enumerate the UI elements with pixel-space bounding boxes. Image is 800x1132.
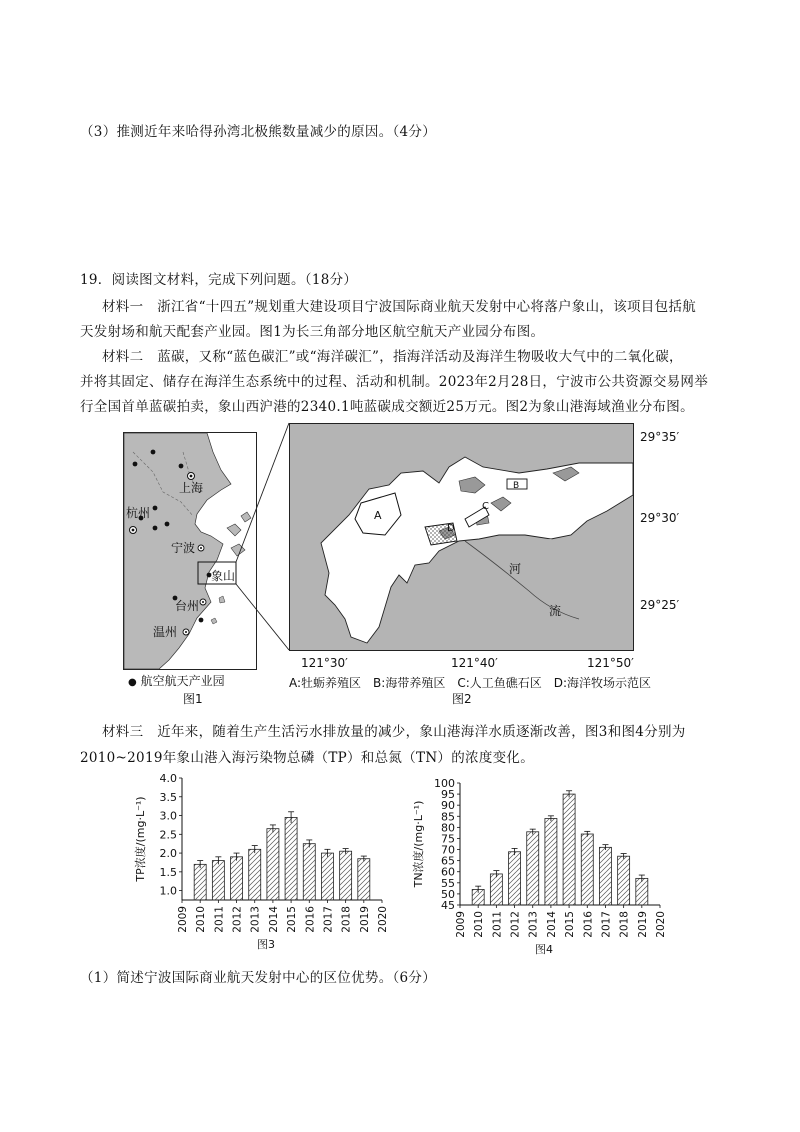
x-tick-label: 2020	[377, 906, 389, 933]
bar	[545, 818, 557, 905]
y-tick-label: 4.0	[159, 772, 177, 785]
x-tick-label: 2009	[455, 911, 467, 938]
y-axis-label: TN浓度/(mg·L⁻¹)	[412, 800, 425, 888]
y-axis-label: TP浓度/(mg·L⁻¹)	[134, 796, 147, 882]
y-tick-label: 50	[441, 887, 455, 901]
fig2-legend: A:牡蛎养殖区 B:海带养殖区 C:人工鱼礁石区 D:海洋牧场示范区	[289, 676, 652, 690]
x-tick-label: 2011	[491, 911, 504, 938]
question-1: （1）简述宁波国际商业航天发射中心的区位优势。（6分）	[80, 970, 437, 986]
bar	[636, 878, 648, 905]
y-tick-label: 95	[441, 788, 455, 802]
x-tick-label: 2010	[473, 911, 486, 938]
y-tick-label: 70	[441, 843, 455, 857]
zone-d-label: D	[447, 523, 455, 534]
material-2-line-2: 并将其固定、储存在海洋生态系统中的过程、活动和机制。2023年2月28日，宁波市公共资源交易网举	[80, 374, 709, 390]
bar	[321, 853, 333, 900]
bar	[285, 817, 297, 900]
figure-2-map	[289, 423, 634, 651]
x-tick-label: 2018	[618, 911, 631, 938]
material-2-line-3: 行全国首单蓝碳拍卖，象山西沪港的2340.1吨蓝碳成交额近25万元。图2为象山港海域渔业分布图。	[80, 399, 694, 415]
y-tick-label: 45	[441, 899, 455, 912]
x-tick-label: 2010	[195, 906, 208, 933]
bar	[527, 832, 539, 905]
x-tick-label: 2017	[322, 906, 335, 933]
y-tick-label: 2.5	[159, 828, 177, 842]
label-taizhou: 台州	[175, 599, 200, 613]
bar	[231, 857, 243, 900]
x-tick-label: 2014	[267, 906, 280, 933]
x-tick-label: 2015	[286, 906, 299, 933]
y-tick-label: 2.0	[159, 847, 177, 861]
lon-label-2: 121°40′	[451, 656, 498, 670]
x-tick-label: 2012	[231, 906, 244, 933]
bar	[267, 829, 279, 900]
x-tick-label: 2013	[249, 906, 262, 933]
fig1-legend-text: 航空航天产业园	[140, 674, 225, 688]
material-2-line-1: 材料二 蓝碳，又称“蓝色碳汇”或“海洋碳汇”，指海洋活动及海洋生物吸收大气中的二氧化碳，	[102, 349, 683, 365]
figure-3-tp-chart	[130, 770, 400, 955]
lat-label-3: 29°25′	[640, 598, 680, 612]
bar	[340, 851, 352, 900]
bar	[563, 794, 575, 905]
zone-b-label: B	[513, 481, 520, 491]
y-tick-label: 75	[441, 832, 455, 846]
material-3-line-1: 材料三 近年来，随着生产生活污水排放量的减少，象山港海洋水质逐渐改善，图3和图4分别为	[102, 724, 686, 740]
bar	[618, 856, 630, 905]
y-tick-label: 3.5	[159, 790, 177, 804]
zone-a-label: A	[374, 509, 382, 522]
y-tick-label: 1.0	[159, 884, 177, 898]
chart-caption: 图3	[257, 938, 275, 951]
fig1-caption: 图1	[183, 692, 203, 706]
chart-caption: 图4	[535, 943, 553, 956]
lat-label-1: 29°35′	[640, 430, 680, 444]
zone-c-label: C	[482, 501, 489, 512]
y-tick-label: 65	[441, 854, 455, 868]
label-ningbo: 宁波	[171, 541, 196, 555]
x-tick-label: 2012	[509, 911, 522, 938]
bar	[212, 861, 224, 900]
fig2-caption: 图2	[452, 692, 472, 706]
x-tick-label: 2016	[304, 906, 317, 933]
label-shanghai: 上海	[179, 481, 204, 495]
lat-label-2: 29°30′	[640, 511, 680, 525]
bar	[358, 859, 370, 900]
material-3-line-2: 2010~2019年象山港入海污染物总磷（TP）和总氮（TN）的浓度变化。	[80, 750, 535, 766]
bar	[194, 864, 206, 900]
x-tick-label: 2014	[545, 911, 558, 938]
x-tick-label: 2017	[600, 911, 613, 938]
y-tick-label: 1.5	[159, 865, 177, 879]
lon-label-1: 121°30′	[301, 656, 348, 670]
figure-4-tn-chart	[408, 775, 678, 960]
x-tick-label: 2019	[636, 911, 649, 938]
lon-label-3: 121°50′	[587, 656, 634, 670]
bar	[249, 849, 261, 900]
q19-title: 19．阅读图文材料，完成下列问题。（18分）	[80, 272, 358, 288]
river-char-2: 流	[549, 604, 562, 618]
river-char-1: 河	[509, 562, 522, 576]
legend-dot-icon: ●	[128, 677, 137, 688]
x-tick-label: 2020	[655, 911, 667, 938]
y-tick-label: 85	[441, 810, 455, 824]
bar	[490, 874, 502, 905]
x-tick-label: 2009	[177, 906, 189, 933]
y-tick-label: 90	[441, 799, 455, 813]
fig1-legend	[128, 672, 225, 689]
label-hangzhou: 杭州	[126, 506, 151, 520]
material-1-line-1: 材料一 浙江省“十四五”规划重大建设项目宁波国际商业航天发射中心将落户象山，该项目包括航	[102, 299, 697, 315]
x-tick-label: 2016	[582, 911, 595, 938]
y-tick-label: 3.0	[159, 809, 177, 823]
y-tick-label: 55	[441, 876, 455, 890]
bar	[509, 852, 521, 905]
x-tick-label: 2018	[340, 906, 353, 933]
x-tick-label: 2013	[527, 911, 540, 938]
x-tick-label: 2015	[564, 911, 577, 938]
x-tick-label: 2019	[358, 906, 371, 933]
x-tick-label: 2011	[213, 906, 226, 933]
label-wenzhou: 温州	[153, 625, 178, 639]
bar	[599, 847, 611, 905]
y-tick-label: 80	[441, 821, 455, 835]
label-xiangshan: 象山	[211, 569, 236, 583]
y-tick-label: 100	[434, 777, 455, 790]
question-3: （3）推测近年来哈得孙湾北极熊数量减少的原因。（4分）	[80, 124, 437, 140]
material-1-line-2: 天发射场和航天配套产业园。图1为长三角部分地区航空航天产业园分布图。	[80, 324, 545, 340]
bar	[303, 844, 315, 900]
bar	[581, 834, 593, 905]
y-tick-label: 60	[441, 865, 455, 879]
